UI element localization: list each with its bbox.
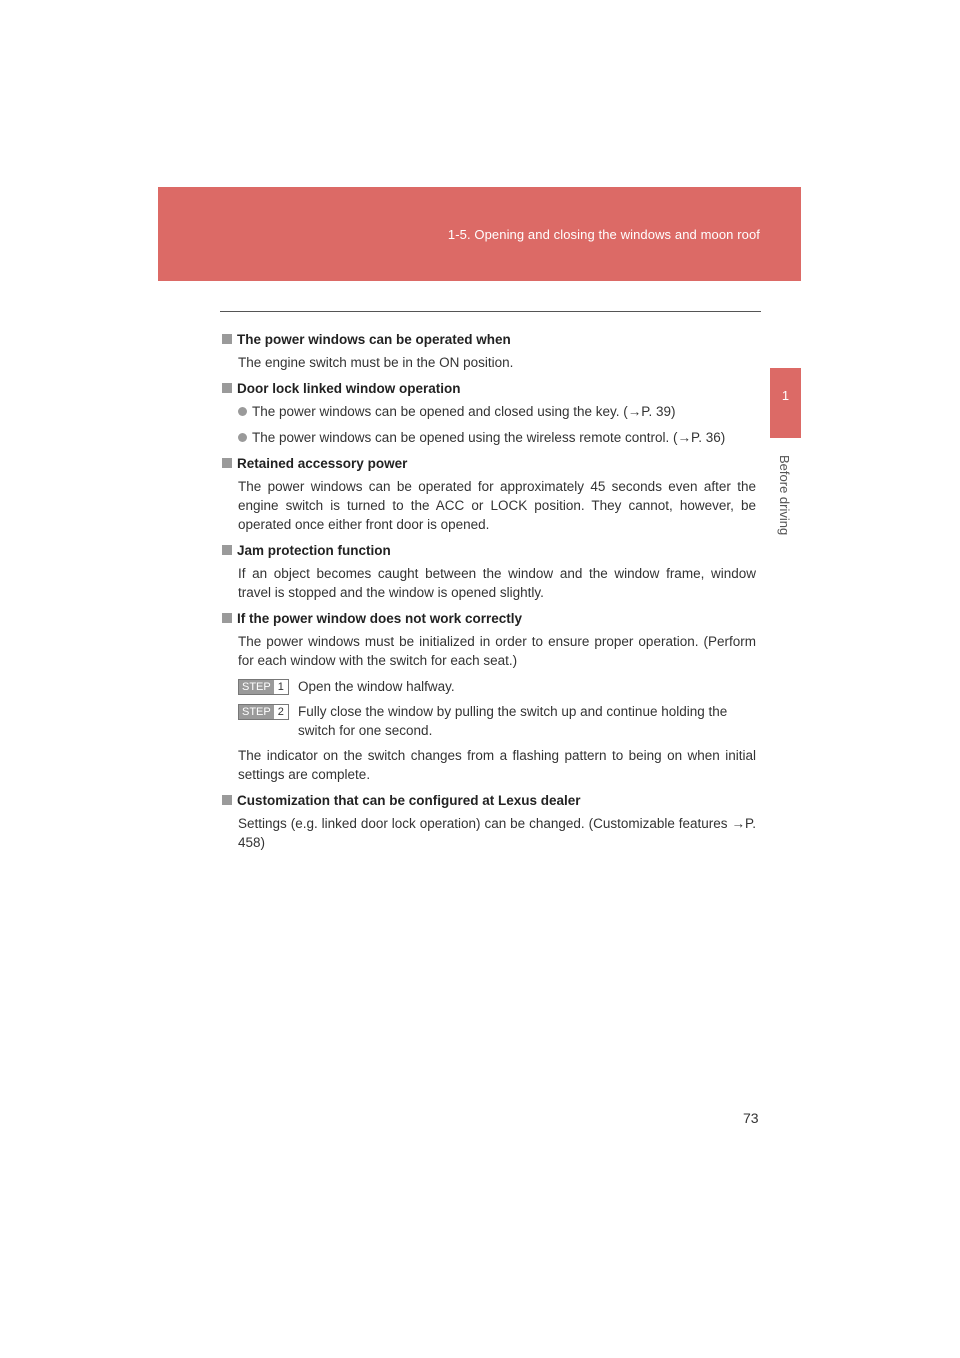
divider <box>220 311 761 312</box>
circle-bullet-icon <box>238 407 247 416</box>
step-2: STEP 2 Fully close the window by pulling the switch up and continue holding the switch for one second. <box>238 702 756 740</box>
paragraph: The indicator on the switch changes from a flashing pattern to being on when initial settings are complete. <box>238 748 756 782</box>
heading-retained-accessory-power: Retained accessory power <box>222 454 756 473</box>
bullet-item: The power windows can be opened using the wireless remote control. (→P. 36) <box>238 428 756 447</box>
square-bullet-icon <box>222 334 232 344</box>
paragraph: The engine switch must be in the ON position. <box>238 355 514 370</box>
square-bullet-icon <box>222 613 232 623</box>
paragraph: The power windows must be initialized in order to ensure proper operation. (Perform for each window with the switch for each seat.) <box>238 634 756 668</box>
circle-bullet-icon <box>238 433 247 442</box>
heading-window-not-working: If the power window does not work correctly <box>222 609 756 628</box>
chapter-tab <box>770 368 801 438</box>
chapter-number: 1 <box>781 388 790 403</box>
square-bullet-icon <box>222 795 232 805</box>
square-bullet-icon <box>222 458 232 468</box>
paragraph: Settings (e.g. linked door lock operation) can be changed. (Customizable features →P. 458) <box>238 816 756 850</box>
bullet-item: The power windows can be opened and closed using the key. (→P. 39) <box>238 402 756 421</box>
step-badge: STEP 1 <box>238 679 289 695</box>
chapter-label: Before driving <box>777 455 792 536</box>
square-bullet-icon <box>222 383 232 393</box>
heading-jam-protection: Jam protection function <box>222 541 756 560</box>
page-content <box>222 330 756 859</box>
paragraph: If an object becomes caught between the window and the window frame, window travel is stopped and the window is opened slightly. <box>238 566 756 600</box>
heading-customization: Customization that can be configured at Lexus dealer <box>222 791 756 810</box>
page-number: 73 <box>743 1110 759 1126</box>
heading-door-lock-linked: Door lock linked window operation <box>222 379 756 398</box>
heading-power-windows-operated: The power windows can be operated when <box>222 330 756 349</box>
square-bullet-icon <box>222 545 232 555</box>
paragraph: The power windows can be operated for approximately 45 seconds even after the engine switch is turned to the ACC or LOCK position. They cannot, however, be operated once either front door is opened. <box>238 479 756 532</box>
section-title: 1-5. Opening and closing the windows and moon roof <box>447 227 760 242</box>
step-badge: STEP 2 <box>238 704 289 720</box>
step-1: STEP 1 Open the window halfway. <box>238 677 756 696</box>
header-band <box>158 187 801 281</box>
